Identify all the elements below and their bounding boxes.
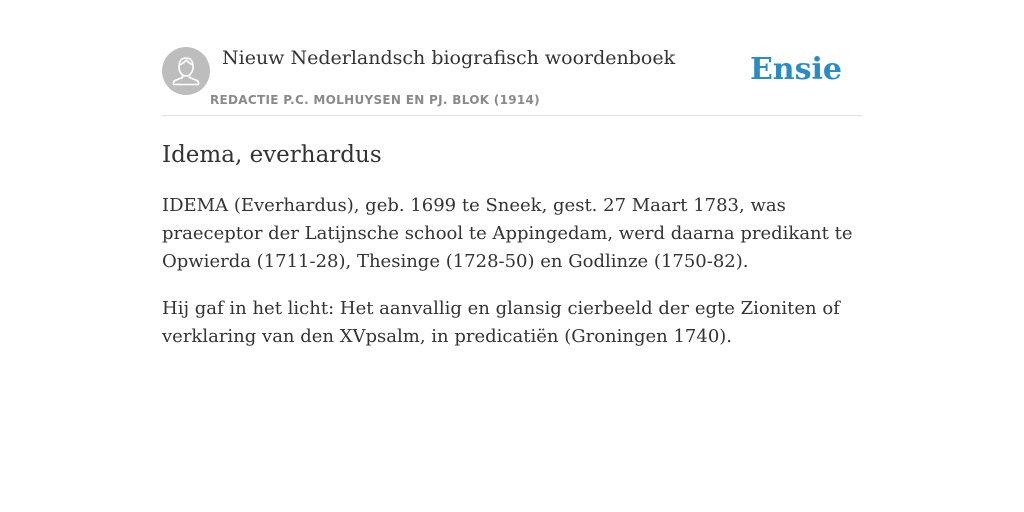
editors-byline: REDACTIE P.C. MOLHUYSEN EN PJ. BLOK (1914) [210,93,540,107]
ensie-logo-link[interactable]: Ensie [749,52,842,87]
entry-paragraph: IDEMA (Everhardus), geb. 1699 te Sneek, gest. 27 Maart 1783, was praeceptor der Latijnsche school te Appingedam, werd daarna predikant te Opwierda (1711-28), Thesinge (1728-50) en Godlinze (1750-82). [162,195,853,272]
source-header [162,46,862,116]
avatar [162,47,210,95]
user-icon [162,47,210,95]
page-container [162,46,862,351]
entry-title: Idema, everhardus [162,142,382,168]
entry-paragraph: Hij gaf in het licht: Het aanvallig en glansig cierbeeld der egte Zioniten of verklaring van den XVpsalm, in predicatiën (Groningen 1740). [162,298,840,347]
book-title: Nieuw Nederlandsch biografisch woordenboek [222,47,676,69]
